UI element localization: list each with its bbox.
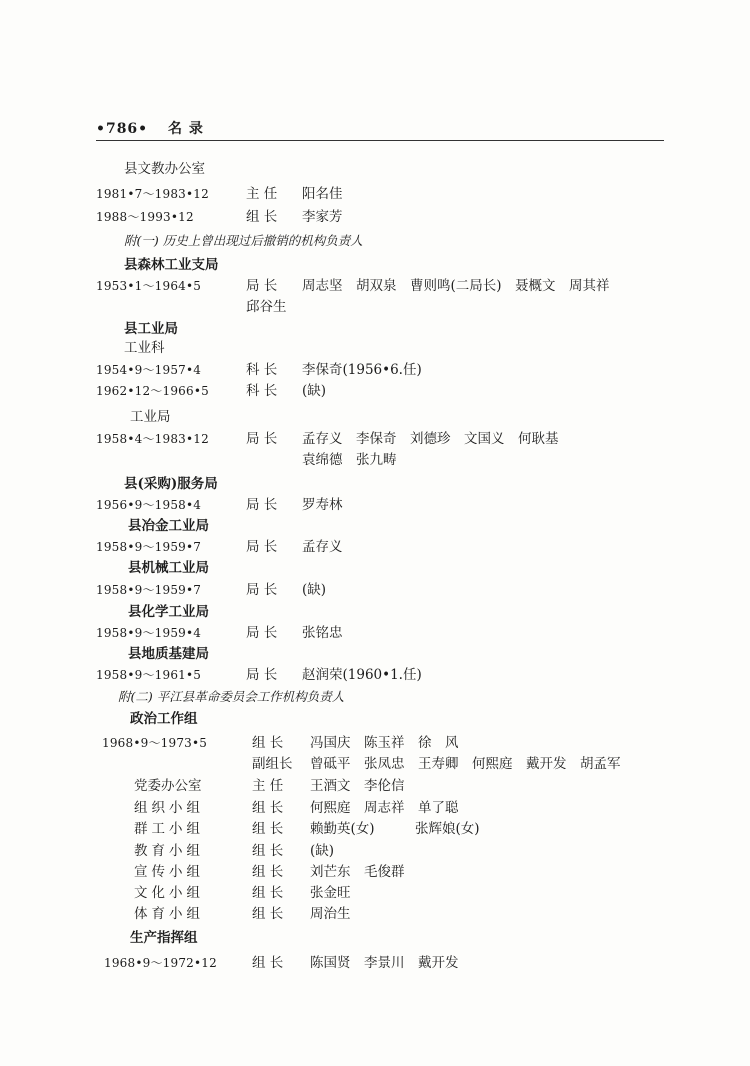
- date-range: 1958•9～1961•5: [96, 668, 202, 682]
- person-names-continued: 袁绵德 张九畴: [302, 452, 397, 468]
- org-subheading: 工业局: [130, 409, 171, 425]
- person-names: 张铭忠: [302, 625, 343, 641]
- person-names: (缺): [310, 843, 335, 859]
- date-range: 1958•9～1959•7: [96, 540, 202, 554]
- section-title: 名 录: [168, 121, 204, 137]
- group-name: 组织小组: [134, 800, 204, 816]
- group-name: 群工小组: [134, 821, 204, 837]
- position-title: 局 长: [246, 625, 278, 641]
- date-range: 1958•9～1959•7: [96, 583, 202, 597]
- org-heading: 政治工作组: [130, 711, 198, 727]
- position-title: 局 长: [246, 431, 278, 447]
- position-title: 局 长: [246, 582, 278, 598]
- org-heading: 县冶金工业局: [128, 518, 209, 534]
- position-title: 组 长: [252, 800, 284, 816]
- person-names: 赵润荣(1960•1.任): [302, 667, 422, 683]
- group-name: 文化小组: [134, 885, 204, 901]
- position-title: 组 长: [252, 885, 284, 901]
- position-title: 组 长: [252, 735, 284, 751]
- position-title: 主 任: [252, 778, 284, 794]
- org-heading: 县地质基建局: [128, 646, 209, 662]
- position-title: 组 长: [252, 955, 284, 971]
- person-names: 王酒文 李伦信: [310, 778, 405, 794]
- position-title: 科 长: [246, 362, 278, 378]
- date-range: 1968•9～1972•12: [104, 956, 217, 970]
- person-names: 陈国贤 李景川 戴开发: [310, 955, 459, 971]
- person-names-continued: 邱谷生: [246, 299, 287, 315]
- date-range: 1962•12～1966•5: [96, 384, 209, 398]
- position-title: 组 长: [252, 821, 284, 837]
- person-names: (缺): [302, 383, 327, 399]
- header-rule: [96, 140, 664, 141]
- org-heading: 县工业局: [124, 321, 178, 337]
- org-heading: 县森林工业支局: [124, 257, 219, 273]
- person-names: 赖勤英(女) 张辉娘(女): [310, 821, 480, 837]
- position-title: 组 长: [252, 864, 284, 880]
- appendix-note: 附(二) 平江县革命委员会工作机构负责人: [118, 689, 345, 704]
- date-range: 1958•9～1959•4: [96, 626, 202, 640]
- date-range: 1954•9～1957•4: [96, 363, 202, 377]
- position-title: 局 长: [246, 667, 278, 683]
- position-title: 组 长: [252, 906, 284, 922]
- appendix-note: 附(一) 历史上曾出现过后撤销的机构负责人: [124, 233, 363, 248]
- group-name: 宣传小组: [134, 864, 204, 880]
- date-range: 1953•1～1964•5: [96, 279, 202, 293]
- person-names: 周治生: [310, 906, 351, 922]
- org-heading: 县机械工业局: [128, 560, 209, 576]
- date-range: 1988～1993•12: [96, 210, 194, 224]
- person-names: (缺): [302, 582, 327, 598]
- position-title: 主 任: [246, 186, 278, 202]
- person-names: 张金旺: [310, 885, 351, 901]
- date-range: 1968•9～1973•5: [102, 736, 208, 750]
- page-number: •786•: [96, 121, 149, 137]
- person-names: 何熙庭 周志祥 单了聪: [310, 800, 459, 816]
- org-heading: 县文教办公室: [124, 161, 205, 177]
- group-name: 教育小组: [134, 843, 204, 859]
- person-names: 李家芳: [302, 209, 343, 225]
- person-names: 周志坚 胡双泉 曹则鸣(二局长) 聂概文 周其祥: [302, 278, 610, 294]
- person-names: 曾砥平 张凤忠 王寿卿 何熙庭 戴开发 胡孟军: [310, 756, 621, 772]
- person-names: 冯国庆 陈玉祥 徐 风: [310, 735, 459, 751]
- date-range: 1956•9～1958•4: [96, 498, 202, 512]
- position-title: 副组长: [252, 756, 293, 772]
- position-title: 科 长: [246, 383, 278, 399]
- org-subheading: 工业科: [124, 340, 165, 356]
- group-name: 体育小组: [134, 906, 204, 922]
- position-title: 组 长: [246, 209, 278, 225]
- date-range: 1958•4～1983•12: [96, 432, 209, 446]
- page-header: [96, 118, 204, 138]
- org-heading: 县化学工业局: [128, 604, 209, 620]
- position-title: 局 长: [246, 497, 278, 513]
- person-names: 孟存义: [302, 539, 343, 555]
- position-title: 组 长: [252, 843, 284, 859]
- person-names: 刘芒东 毛俊群: [310, 864, 405, 880]
- org-heading: 生产指挥组: [130, 930, 198, 946]
- date-range: 1981•7～1983•12: [96, 187, 209, 201]
- group-name: 党委办公室: [134, 778, 202, 794]
- person-names: 孟存义 李保奇 刘德珍 文国义 何耿基: [302, 431, 559, 447]
- person-names: 罗寿林: [302, 497, 343, 513]
- org-heading: 县(采购)服务局: [124, 476, 218, 492]
- person-names: 李保奇(1956•6.任): [302, 362, 422, 378]
- person-names: 阳名佳: [302, 186, 343, 202]
- position-title: 局 长: [246, 278, 278, 294]
- position-title: 局 长: [246, 539, 278, 555]
